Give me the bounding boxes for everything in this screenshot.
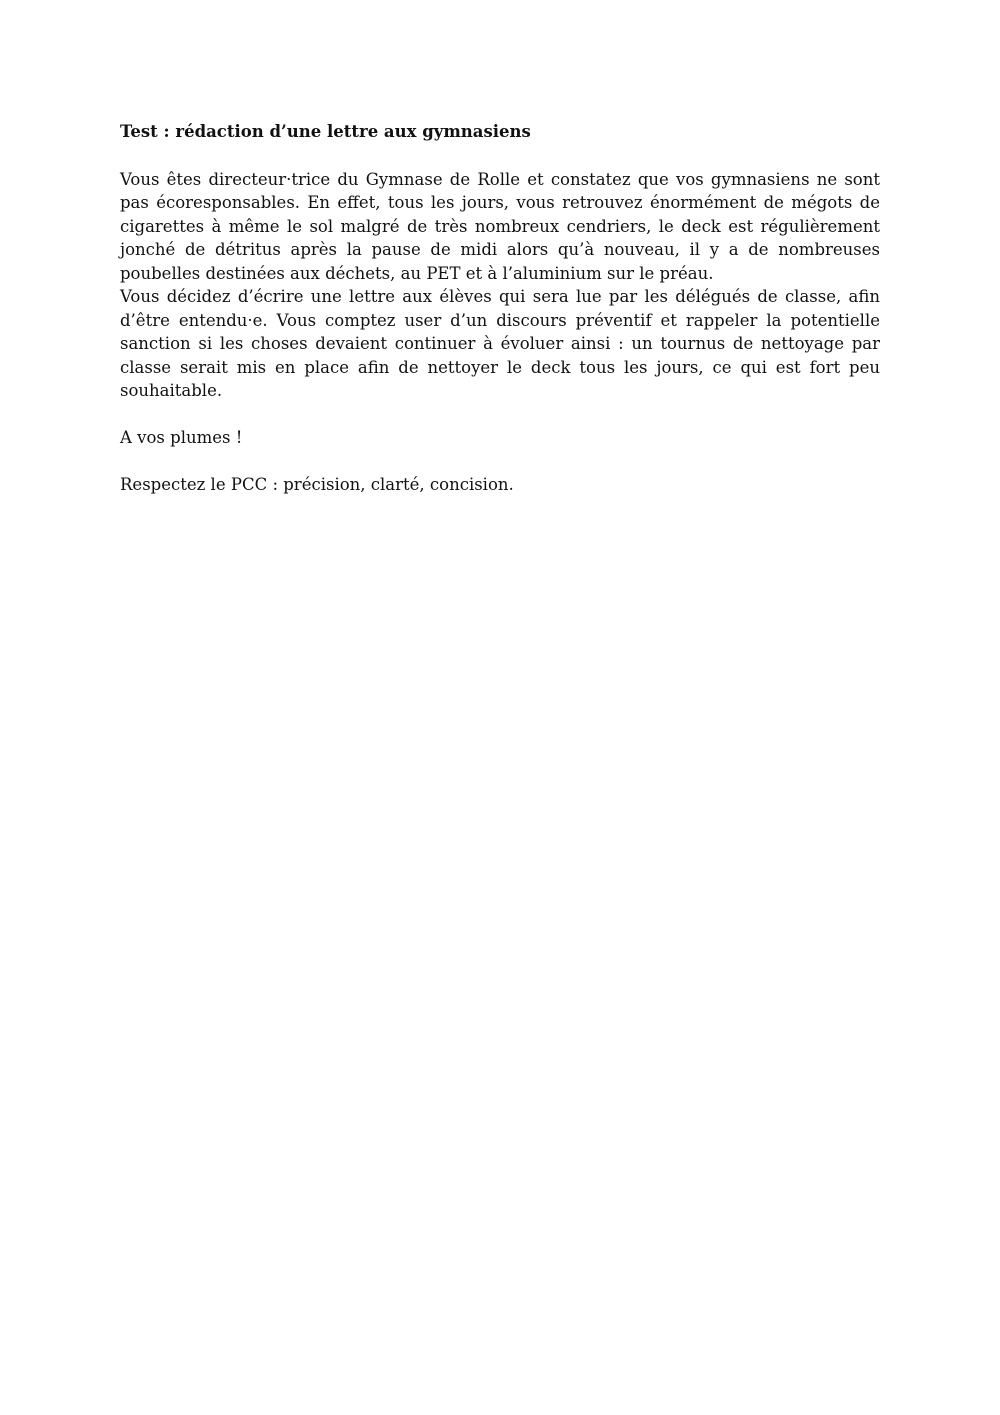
spacer bbox=[120, 450, 880, 474]
spacer bbox=[120, 403, 880, 427]
document-content bbox=[120, 120, 880, 497]
document-title: Test : rédaction d’une lettre aux gymnasiens bbox=[120, 122, 531, 141]
closing-line: A vos plumes ! bbox=[120, 428, 243, 447]
paragraph-context: Vous êtes directeur·trice du Gymnase de Rolle et constatez que vos gymnasiens ne sont pas écoresponsables. En effet, tous les jours, vous retrouvez énormément de mégots de cigarettes à même le sol malgré de très nombreux cendriers, le deck est régulièrement jonché de détritus après la pause de midi alors qu’à nouveau, il y a de nombreuses poubelles destinées aux déchets, au PET et à l’aluminium sur le préau. bbox=[120, 169, 880, 283]
instruction-line: Respectez le PCC : précision, clarté, concision. bbox=[120, 475, 514, 494]
paragraph-task: Vous décidez d’écrire une lettre aux élèves qui sera lue par les délégués de classe, afin d’être entendu·e. Vous comptez user d’un discours préventif et rappeler la potentielle sanction si les choses devaient continuer à évoluer ainsi : un tournus de nettoyage par classe serait mis en place afin de nettoyer le deck tous les jours, ce qui est fort peu souhaitable. bbox=[120, 287, 880, 400]
